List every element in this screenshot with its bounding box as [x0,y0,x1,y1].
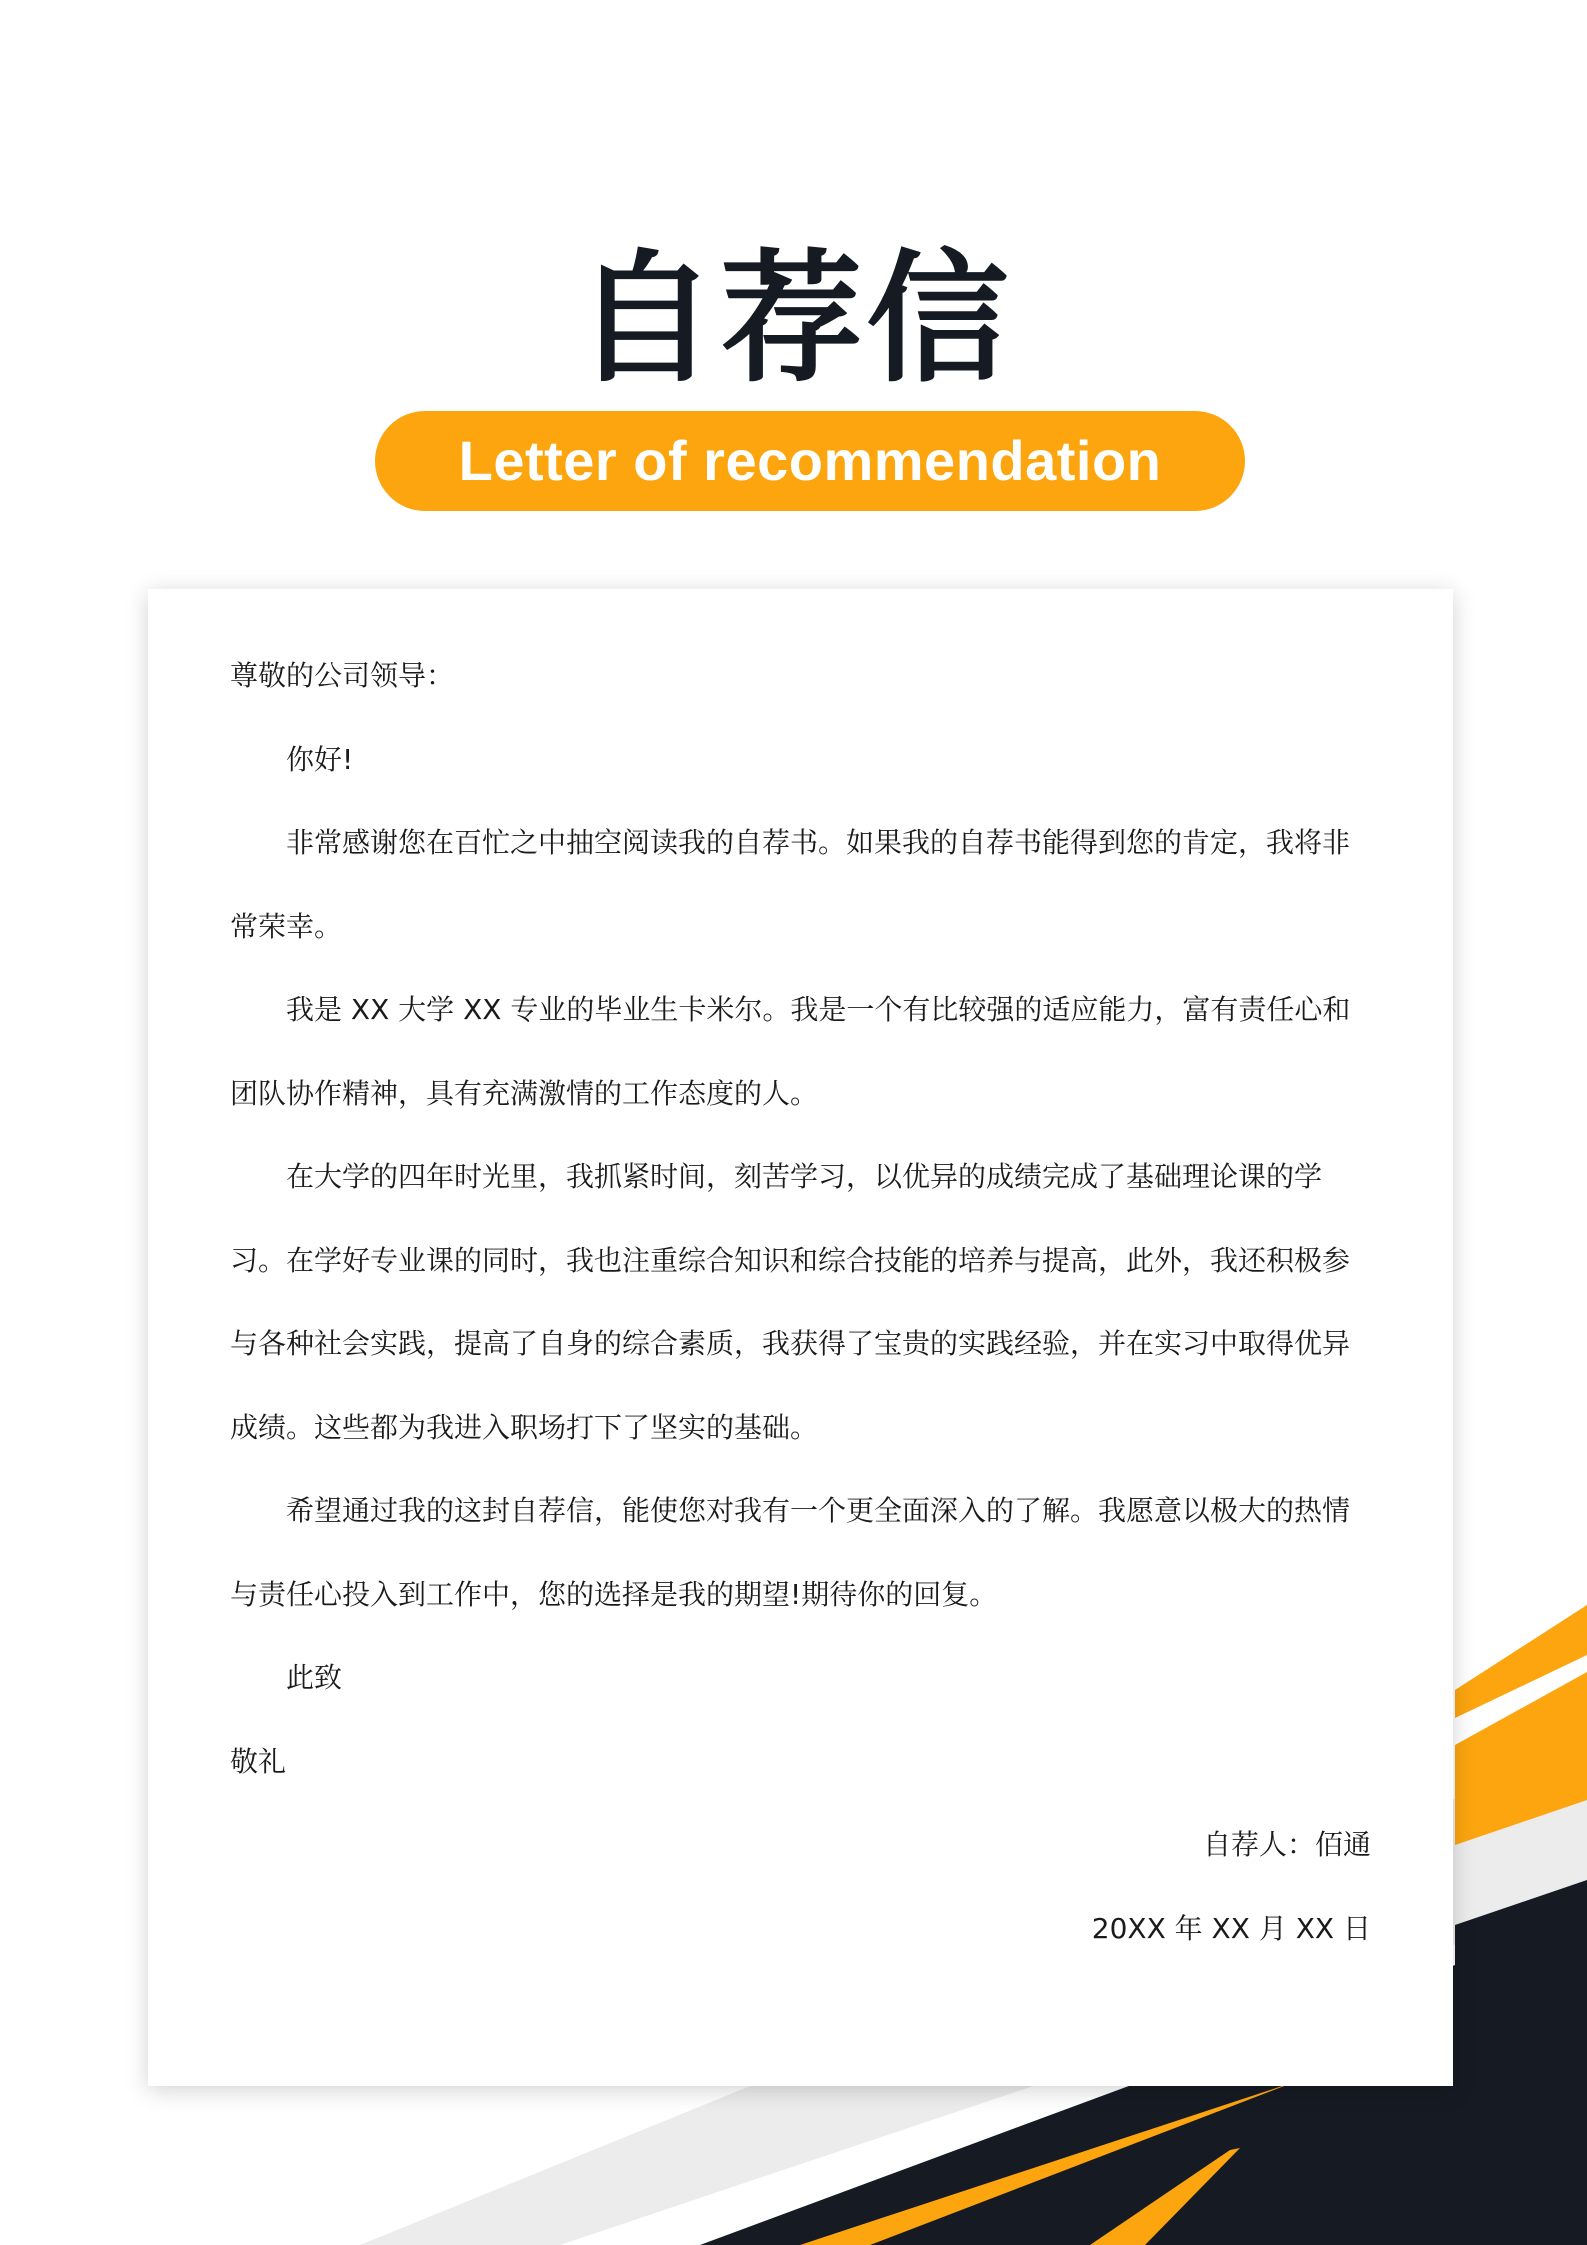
letter-paragraph: 我是 XX 大学 XX 专业的毕业生卡米尔。我是一个有比较强的适应能力，富有责任心和团队协作精神，具有充满激情的工作态度的人。 [230,993,1351,1110]
subtitle-banner: Letter of recommendation [375,411,1245,511]
greeting: 你好! [286,742,354,776]
salutation: 尊敬的公司领导： [230,659,455,692]
letter-date: 20XX 年 XX 月 XX 日 [1091,1911,1371,1945]
signature: 自荐人：佰通 [1202,1828,1371,1861]
letter-paragraph: 非常感谢您在百忙之中抽空阅读我的自荐书。如果我的自荐书能得到您的肯定，我将非常荣幸。 [230,826,1351,943]
regards-line: 敬礼 [230,1744,287,1778]
letter-body [230,634,1371,1970]
letter-paragraph: 希望通过我的这封自荐信，能使您对我有一个更全面深入的了解。我愿意以极大的热情与责任心投入到工作中，您的选择是我的期望!期待你的回复。 [230,1494,1351,1611]
page-title: 自荐信 [574,237,1013,402]
letter-card [148,589,1453,2086]
closing-line: 此致 [286,1661,343,1694]
letter-paragraph: 在大学的四年时光里，我抓紧时间，刻苦学习，以优异的成绩完成了基础理论课的学习。在学好专业课的同时，我也注重综合知识和综合技能的培养与提高，此外，我还积极参与各种社会实践，提高了自身的综合素质，我获得了宝贵的实践经验，并在实习中取得优异成绩。这些都为我进入职场打下了坚实的基础。 [230,1160,1351,1444]
